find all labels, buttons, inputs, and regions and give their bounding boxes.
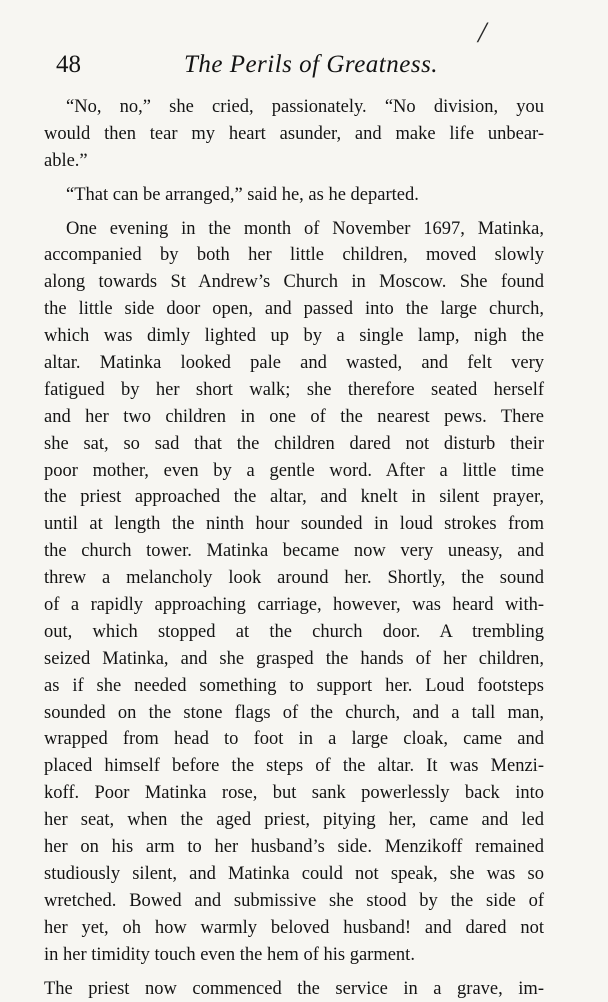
text-line: The priest now commenced the service in a grave, im-	[44, 976, 544, 1002]
paragraph	[44, 94, 544, 175]
text-line: in her timidity touch even the hem of his garment.	[44, 942, 544, 969]
text-line: the church tower. Matinka became now very uneasy, and	[44, 538, 544, 565]
text-line: altar. Matinka looked pale and wasted, and felt very	[44, 350, 544, 377]
text-line: “No, no,” she cried, passionately. “No division, you	[44, 94, 544, 121]
text-line: seized Matinka, and she grasped the hands of her children,	[44, 646, 544, 673]
text-line: as if she needed something to support her. Loud footsteps	[44, 673, 544, 700]
text-line: accompanied by both her little children, moved slowly	[44, 242, 544, 269]
text-line: and her two children in one of the nearest pews. There	[44, 404, 544, 431]
text-line: wretched. Bowed and submissive she stood by the side of	[44, 888, 544, 915]
paragraph-gap	[44, 175, 544, 182]
paragraph-gap	[44, 209, 544, 216]
text-line: she sat, so sad that the children dared not disturb their	[44, 431, 544, 458]
text-line: placed himself before the steps of the altar. It was Menzi-	[44, 753, 544, 780]
text-line: until at length the ninth hour sounded in loud strokes from	[44, 511, 544, 538]
page-header	[56, 48, 566, 84]
paragraph	[44, 216, 544, 969]
running-title: The Perils of Greatness.	[56, 48, 566, 82]
text-line: of a rapidly approaching carriage, however, was heard with-	[44, 592, 544, 619]
text-line: One evening in the month of November 1697, Matinka,	[44, 216, 544, 243]
text-line: her on his arm to her husband’s side. Menzikoff remained	[44, 834, 544, 861]
text-line: which was dimly lighted up by a single lamp, nigh the	[44, 323, 544, 350]
text-line: the little side door open, and passed into the large church,	[44, 296, 544, 323]
text-line: wrapped from head to foot in a large cloak, came and	[44, 726, 544, 753]
body-text	[44, 94, 544, 1002]
paragraph	[44, 976, 544, 1002]
text-line: poor mother, even by a gentle word. After a little time	[44, 458, 544, 485]
paragraph	[44, 182, 544, 209]
text-line: fatigued by her short walk; she therefore seated herself	[44, 377, 544, 404]
text-line: her seat, when the aged priest, pitying her, came and led	[44, 807, 544, 834]
text-line: along towards St Andrew’s Church in Moscow. She found	[44, 269, 544, 296]
handwritten-margin-mark: /	[478, 18, 486, 48]
text-line: threw a melancholy look around her. Shortly, the sound	[44, 565, 544, 592]
text-line: studiously silent, and Matinka could not speak, she was so	[44, 861, 544, 888]
page-number: 48	[56, 48, 81, 82]
text-line: “That can be arranged,” said he, as he departed.	[44, 182, 544, 209]
text-line: the priest approached the altar, and knelt in silent prayer,	[44, 484, 544, 511]
paragraph-gap	[44, 969, 544, 976]
text-line: koff. Poor Matinka rose, but sank powerlessly back into	[44, 780, 544, 807]
text-line: able.”	[44, 148, 544, 175]
text-line: out, which stopped at the church door. A trembling	[44, 619, 544, 646]
text-line: would then tear my heart asunder, and make life unbear-	[44, 121, 544, 148]
text-line: sounded on the stone flags of the church, and a tall man,	[44, 700, 544, 727]
text-line: her yet, oh how warmly beloved husband! and dared not	[44, 915, 544, 942]
